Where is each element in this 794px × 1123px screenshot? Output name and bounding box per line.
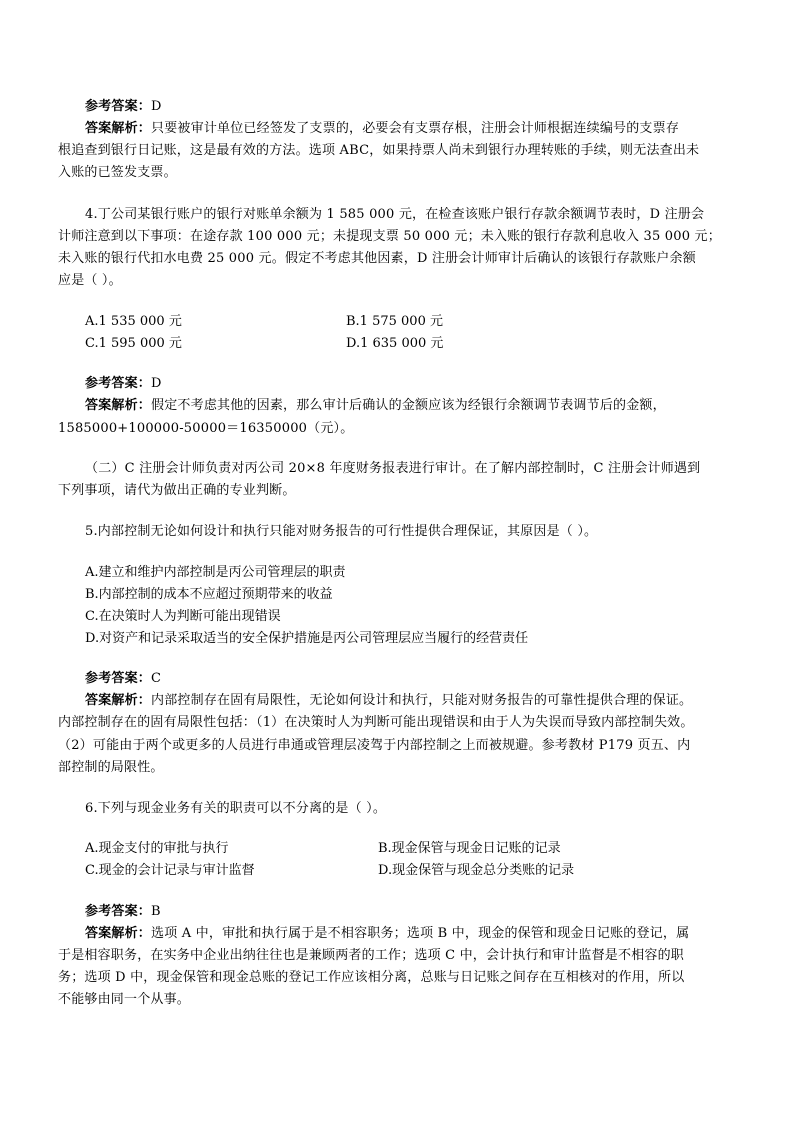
analysis-line-q4-2: 1585000+100000-50000＝16350000（元）。 — [58, 421, 354, 436]
q5-option-d: D.对资产和记录采取适当的安全保护措施是丙公司管理层应当履行的经营责任 — [85, 631, 529, 646]
answer-label: 参考答案： — [85, 99, 152, 114]
analysis-line-q5-3: （2）可能由于两个或更多的人员进行串通或管理层凌驾于内部控制之上而被规避。参考教材 P179 页五、内 — [58, 738, 691, 753]
analysis-text: 内部控制存在固有局限性，无论如何设计和执行，只能对财务报告的可靠性提供合理的保证。 — [151, 693, 693, 708]
answer-line-q6 — [85, 901, 161, 923]
analysis-line-q6-3: 务；选项 D 中，现金保管和现金总账的登记工作应该相分离，总账与日记账之间存在互相核对的作用，所以 — [58, 970, 685, 985]
q6-option-d: D.现金保管与现金总分类账的记录 — [378, 863, 575, 878]
q4-option-d: D.1 635 000 元 — [346, 336, 444, 351]
q6-option-a: A.现金支付的审批与执行 — [85, 841, 229, 856]
question-4-line-2: 计师注意到以下事项：在途存款 100 000 元；未提现支票 50 000 元；未入账的银行存款利息收入 35 000 元； — [58, 229, 721, 244]
section-2-line-2: 下列事项，请代为做出正确的专业判断。 — [58, 483, 296, 498]
answer-value: D — [151, 99, 162, 114]
question-5-stem: 5.内部控制无论如何设计和执行只能对财务报告的可行性提供合理保证，其原因是（ ）。 — [85, 524, 598, 539]
q6-option-b: B.现金保管与现金日记账的记录 — [378, 841, 561, 856]
analysis-line-q3-1 — [85, 118, 679, 140]
analysis-label: 答案解析： — [85, 693, 152, 708]
q4-option-a: A.1 535 000 元 — [85, 314, 182, 329]
analysis-line-q3-3: 入账的已签发支票。 — [58, 165, 177, 180]
analysis-text: 假定不考虑其他的因素，那么审计后确认的金额应该为经银行余额调节表调节后的金额， — [151, 398, 666, 413]
analysis-label: 答案解析： — [85, 398, 152, 413]
analysis-line-q6-2: 于是相容职务，在实务中企业出纳往往也是兼顾两者的工作；选项 C 中，会计执行和审计监督是不相容的职 — [58, 948, 685, 963]
analysis-text: 只要被审计单位已经签发了支票的，必要会有支票存根，注册会计师根据连续编号的支票存 — [151, 121, 680, 136]
analysis-line-q5-2: 内部控制存在的固有局限性包括：（1）在决策时人为判断可能出现错误和由于人为失误而导致内部控制失效。 — [58, 715, 694, 730]
question-4-line-1: 4.丁公司某银行账户的银行对账单余额为 1 585 000 元，在检查该账户银行存款余额调节表时，D 注册会 — [85, 207, 705, 222]
section-2-line-1: （二）C 注册会计师负责对丙公司 20×8 年度财务报表进行审计。在了解内部控制时，C 注册会计师遇到 — [85, 461, 701, 476]
q5-option-b: B.内部控制的成本不应超过预期带来的收益 — [85, 587, 333, 602]
answer-value: D — [151, 376, 162, 391]
question-4-line-4: 应是（ ）。 — [58, 273, 122, 288]
analysis-line-q3-2: 根追查到银行日记账，这是最有效的方法。选项 ABC，如果持票人尚未到银行办理转账的手续，则无法查出未 — [58, 143, 700, 158]
question-4-line-3: 未入账的银行代扣水电费 25 000 元。假定不考虑其他因素，D 注册会计师审计后确认的该银行存款账户余额 — [58, 251, 696, 266]
answer-line-q3 — [85, 96, 162, 118]
answer-label: 参考答案： — [85, 671, 152, 686]
answer-label: 参考答案： — [85, 904, 152, 919]
answer-line-q5 — [85, 668, 161, 690]
q5-option-c: C.在决策时人为判断可能出现错误 — [85, 609, 281, 624]
answer-line-q4 — [85, 373, 162, 395]
analysis-text: 选项 A 中，审批和执行属于是不相容职务；选项 B 中，现金的保管和现金日记账的登记，属 — [151, 926, 690, 941]
analysis-label: 答案解析： — [85, 926, 152, 941]
analysis-label: 答案解析： — [85, 121, 152, 136]
analysis-line-q6-1 — [85, 923, 689, 945]
q4-option-b: B.1 575 000 元 — [346, 314, 443, 329]
q5-option-a: A.建立和维护内部控制是丙公司管理层的职责 — [85, 565, 346, 580]
answer-label: 参考答案： — [85, 376, 152, 391]
analysis-line-q6-4: 不能够由同一个从事。 — [58, 992, 191, 1007]
analysis-line-q4-1 — [85, 395, 666, 417]
analysis-line-q5-4: 部控制的局限性。 — [58, 760, 164, 775]
q6-option-c: C.现金的会计记录与审计监督 — [85, 863, 255, 878]
answer-value: C — [151, 671, 162, 686]
question-6-stem: 6.下列与现金业务有关的职责可以不分离的是（ ）。 — [85, 801, 387, 816]
analysis-line-q5-1 — [85, 690, 692, 712]
q4-option-c: C.1 595 000 元 — [85, 336, 182, 351]
answer-value: B — [151, 904, 161, 919]
